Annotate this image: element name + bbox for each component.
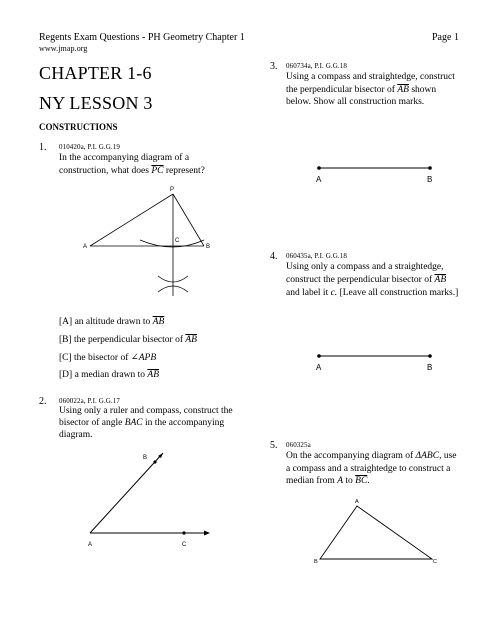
- q3-label-a: A: [316, 175, 322, 184]
- q3-diagram: [310, 160, 440, 190]
- q1-option-b-text: the perpendicular bisector of: [74, 335, 183, 345]
- q1-option-a-key: [A]: [59, 317, 73, 327]
- page-number: Page 1: [432, 32, 459, 43]
- q3-number: 3.: [270, 61, 278, 72]
- q1-number: 1.: [39, 142, 47, 153]
- q4-point-b: [428, 354, 432, 358]
- q1-option-c-seg: ∠APB: [130, 353, 157, 363]
- q5-seg: $\overline{BC}$: [355, 476, 368, 486]
- q5-triangle: ΔABC: [415, 451, 440, 461]
- q3-text-line1: Using a compass and straightedge, construct: [286, 72, 455, 82]
- q3-text-line2: [286, 84, 436, 97]
- q1-option-a-text: an altitude drawn to: [74, 317, 151, 327]
- q1-option-b-key: [B]: [59, 335, 72, 345]
- q1-option-d-seg: $\overline{AB}$: [147, 370, 159, 380]
- q4-label-c-text: c.: [330, 288, 338, 298]
- q3-text-b: shown: [411, 85, 437, 95]
- q1-text-b: construction, what does: [59, 166, 149, 176]
- q4-text-line2: [286, 274, 446, 287]
- q5-number: 5.: [270, 440, 278, 451]
- q1-option-c-text: the bisector of: [74, 353, 129, 363]
- q2-diagram: [80, 445, 220, 555]
- q2-text-line1: Using only a ruler and compass, construct the: [59, 406, 233, 416]
- q4-text-line1: Using only a compass and a straightedge,: [286, 262, 444, 272]
- q2-ray-ab: [90, 453, 163, 533]
- q5-text-line3: [286, 475, 370, 488]
- q5-text-e: .: [367, 476, 370, 486]
- q2-text-line3: diagram.: [59, 430, 93, 440]
- q2-text-line2: [59, 417, 224, 430]
- q4-label-a: A: [316, 363, 322, 372]
- q5-text-c: median from: [286, 476, 335, 486]
- q4-text-a: construct the perpendicular bisector of: [286, 275, 433, 285]
- q4-seg: $\overline{AB}$: [434, 275, 447, 285]
- q3-label-b: B: [427, 175, 433, 184]
- q4-diagram: [310, 348, 440, 378]
- q1-label-p: P: [170, 187, 175, 193]
- q2-code: 060022a, P.I. G.G.17: [59, 397, 120, 405]
- q4-number: 4.: [270, 251, 278, 262]
- q2-angle: BAC: [124, 418, 143, 428]
- chapter-title: CHAPTER 1-6: [39, 63, 152, 83]
- q5-code: 060325a: [286, 441, 311, 449]
- q1-label-b: B: [206, 244, 211, 250]
- q4-text-d: [Leave all construction marks.]: [337, 288, 459, 298]
- q2-arrow-ac: [204, 531, 210, 536]
- q4-text-c: and label it: [286, 288, 329, 298]
- q1-text-line1: In the accompanying diagram of a: [59, 153, 190, 163]
- q1-option-c[interactable]: [59, 352, 156, 363]
- q3-code: 060734a, P.I. G.G.18: [286, 62, 347, 70]
- q3-point-b: [428, 166, 432, 170]
- q4-text-line3: [286, 287, 458, 300]
- q1-option-d-key: [D]: [59, 370, 73, 380]
- q3-seg: $\overline{AB}$: [397, 85, 409, 95]
- q5-label-c: C: [433, 559, 437, 565]
- q1-option-a[interactable]: [59, 317, 164, 327]
- q3-text-a: the perpendicular bisector of: [286, 85, 395, 95]
- q1-label-c: C: [175, 238, 180, 244]
- q5-text-d: to: [345, 476, 353, 486]
- q2-text-a: bisector of angle: [59, 418, 123, 428]
- q2-label-a: A: [88, 542, 93, 548]
- header-title: Regents Exam Questions - PH Geometry Chapter 1: [39, 32, 245, 43]
- q5-label-b: B: [314, 559, 318, 565]
- q2-point-b: [153, 460, 156, 463]
- q1-option-b-seg: $\overline{AB}$: [185, 335, 197, 345]
- site-url: www.jmap.org: [39, 44, 88, 53]
- q3-text-line3: below. Show all construction marks.: [286, 97, 425, 107]
- q4-label-b: B: [427, 363, 433, 372]
- q4-point-a: [317, 354, 321, 358]
- q1-seg: $\overline{PC}$: [151, 166, 164, 176]
- q1-text-c: represent?: [165, 166, 205, 176]
- q1-code: 010420a, P.I. G.G.19: [59, 143, 120, 151]
- q1-option-c-key: [C]: [59, 353, 72, 363]
- q1-diagram: [80, 180, 220, 300]
- q1-text-line2: [59, 165, 205, 178]
- q2-point-c: [182, 531, 185, 534]
- q2-label-c: C: [182, 542, 187, 548]
- q1-side-ap: [90, 194, 173, 246]
- q1-option-a-seg: $\overline{AB}$: [152, 317, 165, 327]
- q2-number: 2.: [39, 396, 47, 407]
- q5-diagram: [305, 495, 445, 570]
- q4-code: 060435a, P.I. G.G.18: [286, 252, 347, 260]
- lesson-title: NY LESSON 3: [39, 93, 153, 113]
- q5-text-b: , use: [439, 451, 457, 461]
- q2-label-b: B: [143, 455, 148, 461]
- q5-triangle-abc: [320, 506, 432, 559]
- q5-point-a-text: A: [337, 476, 343, 486]
- q5-text-a: On the accompanying diagram of: [286, 451, 414, 461]
- q3-point-a: [317, 166, 321, 170]
- q2-text-c: in the accompanying: [145, 418, 225, 428]
- section-title: CONSTRUCTIONS: [39, 122, 118, 132]
- q1-option-b[interactable]: [59, 335, 197, 345]
- q1-option-d-text: a median drawn to: [74, 370, 146, 380]
- q5-text-line1: [286, 450, 456, 463]
- q5-label-a: A: [355, 499, 359, 505]
- q1-label-a: A: [83, 244, 88, 250]
- q5-text-line2: a compass and a straightedge to construct a: [286, 464, 451, 474]
- q1-option-d[interactable]: [59, 370, 159, 380]
